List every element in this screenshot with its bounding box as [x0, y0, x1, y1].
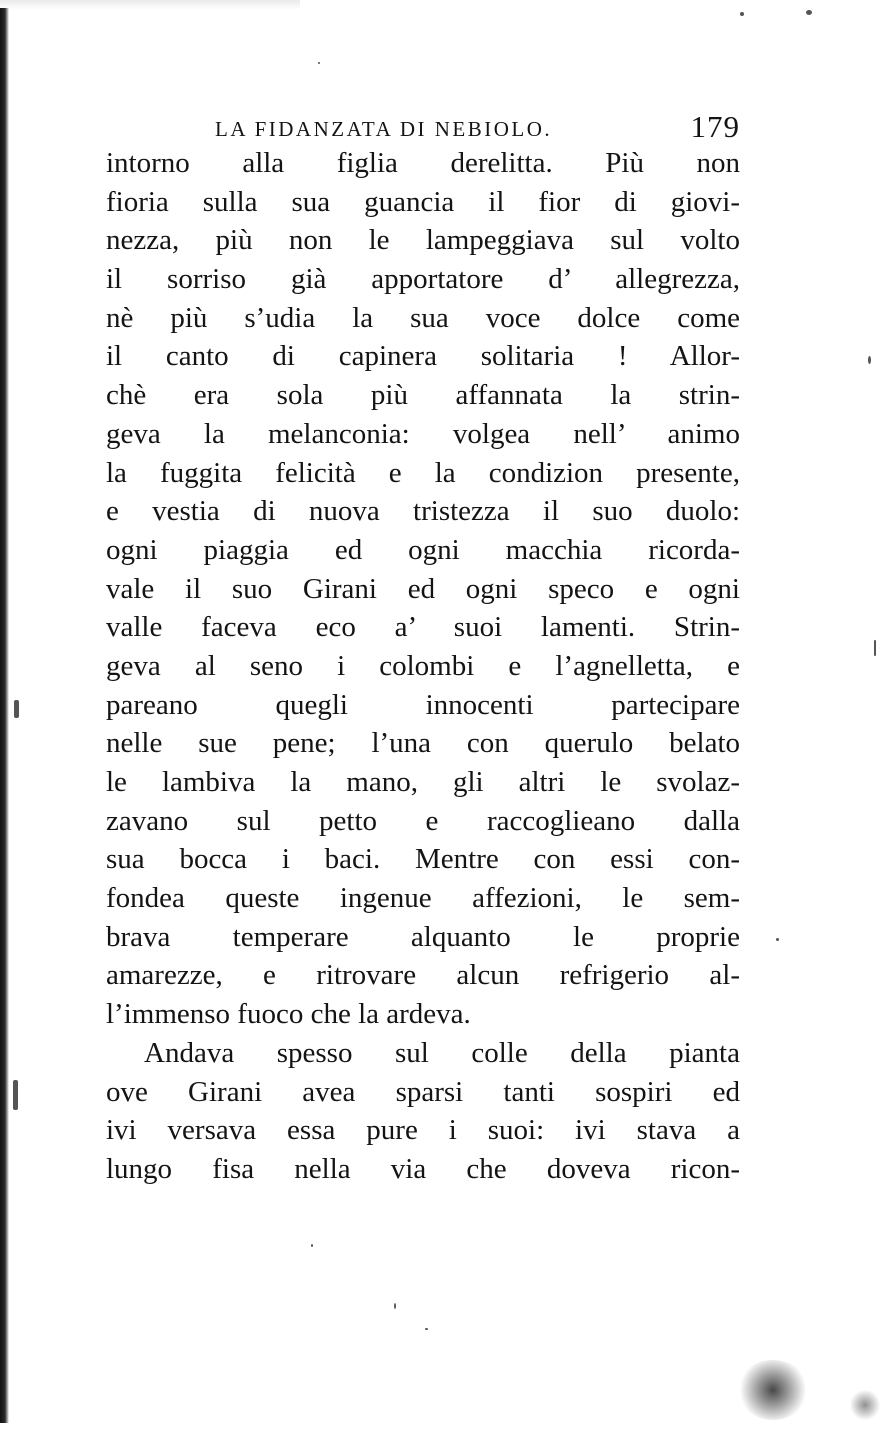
text-line: fondea queste ingenue affezioni, le sem- [106, 882, 740, 915]
scan-speck [806, 10, 812, 15]
text-line: zavano sul petto e raccoglieano dalla [106, 804, 740, 837]
scan-speck [318, 62, 320, 64]
scan-speck [776, 938, 779, 941]
text-line: amarezze, e ritrovare alcun refrigerio al- [106, 959, 740, 992]
scan-speck [874, 640, 876, 656]
text-line: l’immenso fuoco che la ardeva. [106, 998, 471, 1031]
text-line: nè più s’udia la sua voce dolce come [106, 301, 740, 334]
text-line: vale il suo Girani ed ogni speco e ogni [106, 572, 740, 605]
text-line: le lambiva la mano, gli altri le svolaz- [106, 766, 740, 798]
text-line: lungo fisa nella via che doveva ricon- [106, 1152, 740, 1185]
text-line: il sorriso già apportatore d’ allegrezza, [106, 263, 740, 296]
text-line: brava temperare alquanto le proprie [106, 920, 740, 953]
scan-smudge [850, 1390, 880, 1420]
scan-speck [311, 1244, 313, 1247]
text-line: e vestia di nuova tristezza il suo duolo: [106, 495, 740, 528]
running-title: LA FIDANZATA DI NEBIOLO. [215, 117, 553, 141]
text-line: la fuggita felicità e la condizion presente, [106, 456, 740, 489]
text-line: ove Girani avea sparsi tanti sospiri ed [106, 1075, 740, 1108]
page-top-edge [0, 0, 300, 10]
text-line: chè era sola più affannata la strin- [106, 379, 740, 412]
scan-speck [868, 356, 871, 364]
text-line: Andava spesso sul colle della pianta [144, 1036, 740, 1069]
scan-speck [425, 1328, 428, 1330]
text-line: il canto di capinera solitaria ! Allor- [106, 340, 740, 373]
scan-speck [740, 12, 744, 16]
body-text [106, 144, 740, 1189]
scan-speck [394, 1303, 396, 1309]
text-line: intorno alla figlia derelitta. Più non [106, 147, 740, 179]
text-line: geva la melanconia: volgea nell’ animo [106, 417, 740, 450]
text-line: nezza, più non le lampeggiava sul volto [106, 224, 740, 257]
scan-speck [13, 1080, 18, 1110]
text-line: nelle sue pene; l’una con querulo belato [106, 727, 740, 760]
page-number: 179 [690, 109, 740, 144]
text-line: sua bocca i baci. Mentre con essi con- [106, 843, 740, 876]
text-line: geva al seno i colombi e l’agnelletta, e [106, 649, 740, 682]
running-head [215, 109, 740, 147]
text-line: pareano quegli innocenti partecipare [106, 688, 740, 721]
text-line: fioria sulla sua guancia il fior di giovi- [106, 185, 740, 218]
scan-speck [14, 700, 19, 718]
text-line: ogni piaggia ed ogni macchia ricorda- [106, 533, 740, 566]
text-line: ivi versava essa pure i suoi: ivi stava a [106, 1114, 740, 1147]
binding-edge [0, 8, 9, 1423]
scan-smudge [738, 1360, 808, 1420]
text-line: valle faceva eco a’ suoi lamenti. Strin- [106, 611, 740, 644]
